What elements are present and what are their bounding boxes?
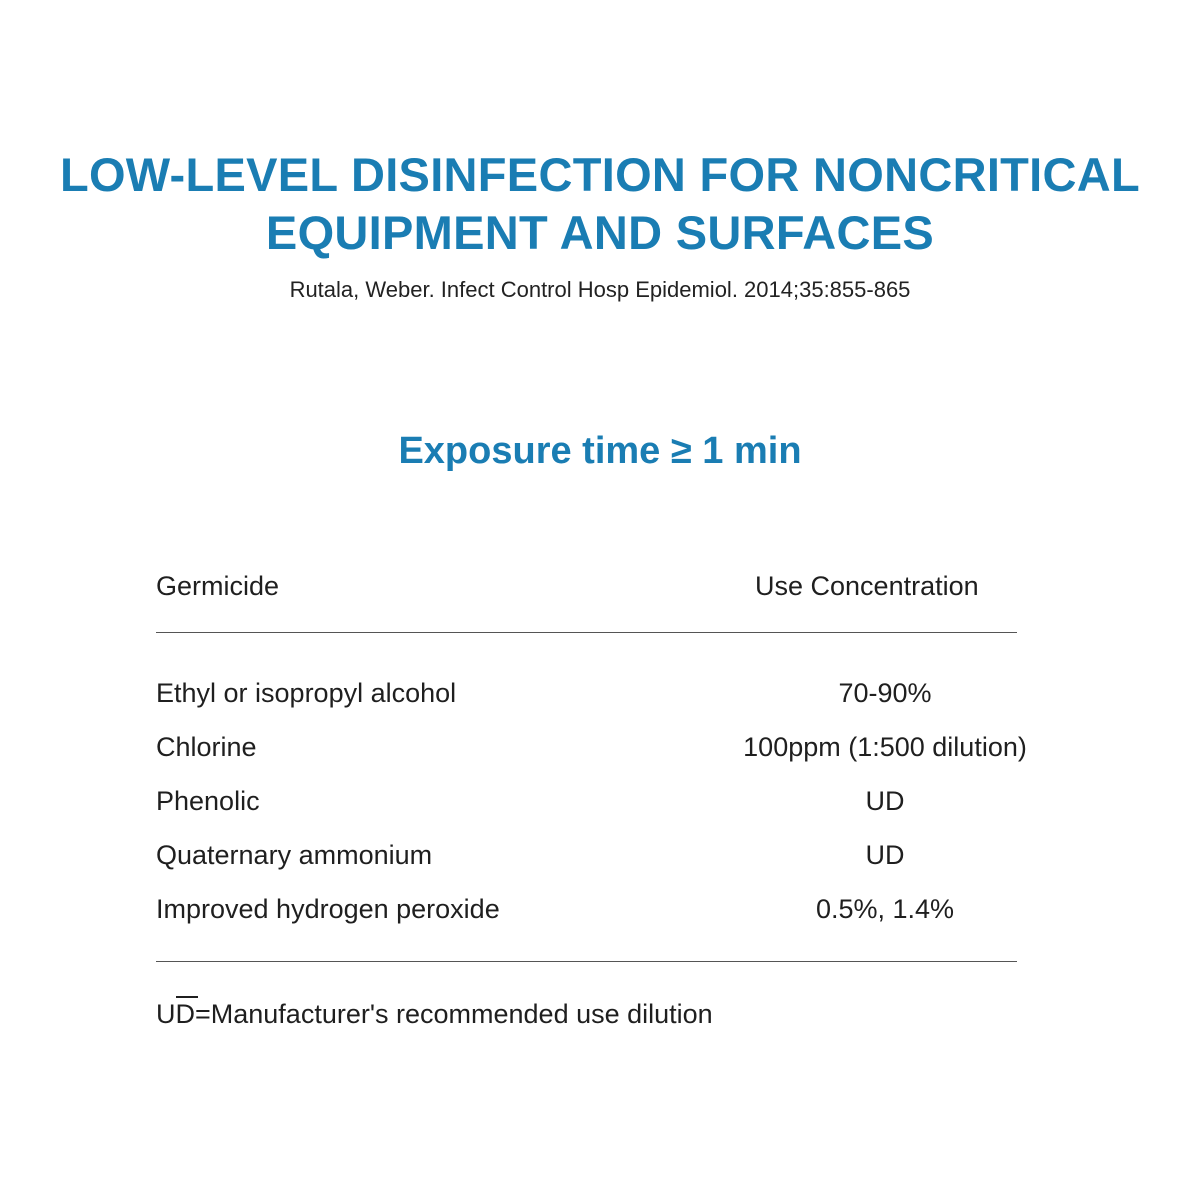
concentration-cell: UD — [865, 840, 905, 870]
table-row — [156, 673, 1056, 727]
germicide-table-body — [156, 673, 1056, 943]
page-title-line-2: EQUIPMENT AND SURFACES — [265, 206, 935, 259]
table-row — [156, 781, 1056, 835]
footnote-text: =Manufacturer's recommended use dilution — [195, 999, 713, 1029]
germicide-table-header — [156, 566, 1056, 606]
ud-abbreviation-text: UD — [156, 999, 195, 1029]
ud-overline — [176, 996, 198, 998]
concentration-cell: 100ppm (1:500 dilution) — [743, 732, 1027, 762]
footnote — [156, 994, 713, 1034]
concentration-cell: 0.5%, 1.4% — [815, 894, 955, 924]
germicide-cell: Improved hydrogen peroxide — [156, 894, 500, 924]
germicide-cell: Ethyl or isopropyl alcohol — [156, 678, 457, 708]
table-row — [156, 727, 1056, 781]
table-header-row — [156, 566, 1056, 606]
concentration-cell: 70-90% — [838, 678, 932, 708]
page-title — [0, 146, 1200, 262]
ud-abbreviation — [156, 994, 195, 1034]
germicide-cell: Phenolic — [156, 786, 260, 816]
table-bottom-divider — [156, 961, 1017, 962]
table-row — [156, 835, 1056, 889]
column-header-use-concentration: Use Concentration — [755, 571, 979, 601]
table-top-divider — [156, 632, 1017, 633]
exposure-subtitle: Exposure time ≥ 1 min — [398, 430, 802, 472]
concentration-cell: UD — [865, 786, 905, 816]
column-header-germicide: Germicide — [156, 571, 280, 601]
citation: Rutala, Weber. Infect Control Hosp Epidemiol. 2014;35:855-865 — [289, 277, 911, 302]
germicide-cell: Chlorine — [156, 732, 257, 762]
table-row — [156, 889, 1056, 943]
germicide-cell: Quaternary ammonium — [156, 840, 433, 870]
page-title-line-1: LOW-LEVEL DISINFECTION FOR NONCRITICAL — [59, 148, 1141, 201]
